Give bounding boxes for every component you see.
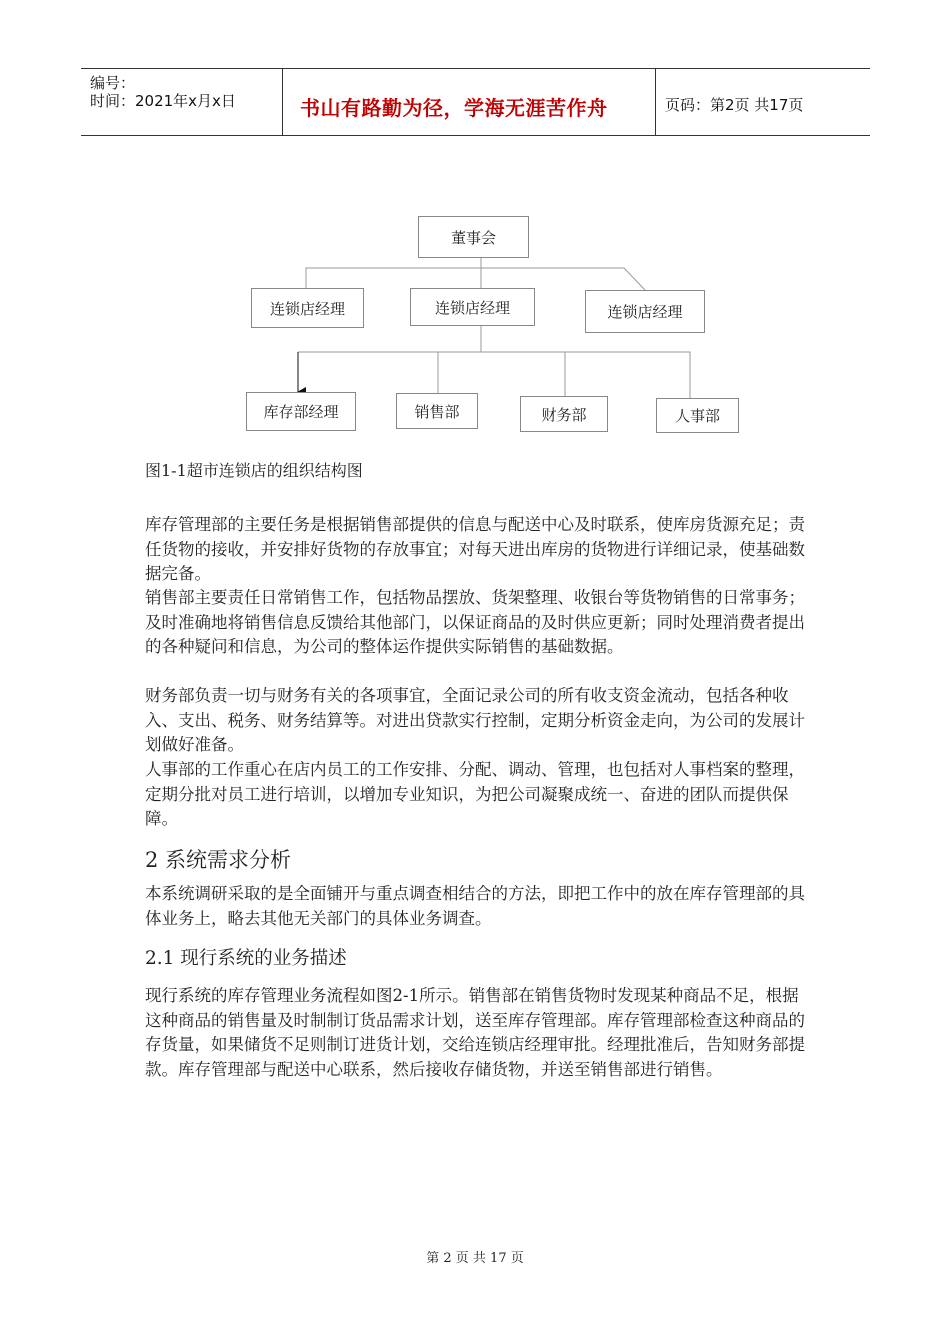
paragraph-sales: 销售部主要责任日常销售工作，包括物品摆放、货架整理、收银台等货物销售的日常事务；及时准确地将销售信息反馈给其他部门，以保证商品的及时供应更新；同时处理消费者提出的各种疑问和信息，为公司的整体运作提供实际销售的基础数据。 [145,588,805,656]
figure-caption: 图1-1超市连锁店的组织结构图 [145,461,363,480]
paragraph-hr: 人事部的工作重心在店内员工的工作安排、分配、调动、管理，也包括对人事档案的整理，定期分批对员工进行培训，以增加专业知识，为把公司凝聚成统一、奋进的团队而提供保障。 [145,760,805,828]
section-2-1-text: 现行系统的库存管理业务流程如图2-1所示。销售部在销售货物时发现某种商品不足，根据这种商品的销售量及时制制订货品需求计划，送至库存管理部。库存管理部检查这种商品的存货量，如果储货不足则制订进货计划，交给连锁店经理审批。经理批准后，告知财务部提款。库存管理部与配送中心联系，然后接收存储货物，并送至销售部进行销售。 [145,986,805,1079]
header-page-label: 页码：第2页 共17页 [665,96,804,114]
section-2-1-heading: 2.1 现行系统的业务描述 [145,948,347,969]
org-manager-3: 连锁店经理 [585,290,705,333]
org-manager-2: 连锁店经理 [410,288,535,326]
header-date-label: 时间：2021年x月x日 [90,92,236,110]
org-dept-finance: 财务部 [520,396,608,432]
org-dept-hr: 人事部 [656,398,739,433]
section-2-text: 本系统调研采取的是全面铺开与重点调查相结合的方法，即把工作中的放在库存管理部的具体业务上，略去其他无关部门的具体业务调查。 [145,884,805,928]
org-dept-inventory: 库存部经理 [246,392,356,431]
header-number-label: 编号： [90,74,136,92]
org-root-board: 董事会 [418,216,529,258]
paragraph-inventory: 库存管理部的主要任务是根据销售部提供的信息与配送中心及时联系，使库房货源充足；责任货物的接收，并安排好货物的存放事宜；对每天进出库房的货物进行详细记录，使基础数据完备。 [145,515,805,583]
org-manager-1: 连锁店经理 [251,288,364,328]
header-motto: 书山有路勤为径，学海无涯苦作舟 [300,96,608,120]
org-dept-sales: 销售部 [396,393,478,429]
section-2-heading: 2 系统需求分析 [145,848,292,872]
page-footer: 第 2 页 共 17 页 [426,1251,524,1266]
paragraph-finance: 财务部负责一切与财务有关的各项事宜，全面记录公司的所有收支资金流动，包括各种收入、支出、税务、财务结算等。对进出贷款实行控制，定期分析资金走向，为公司的发展计划做好准备。 [145,686,805,754]
